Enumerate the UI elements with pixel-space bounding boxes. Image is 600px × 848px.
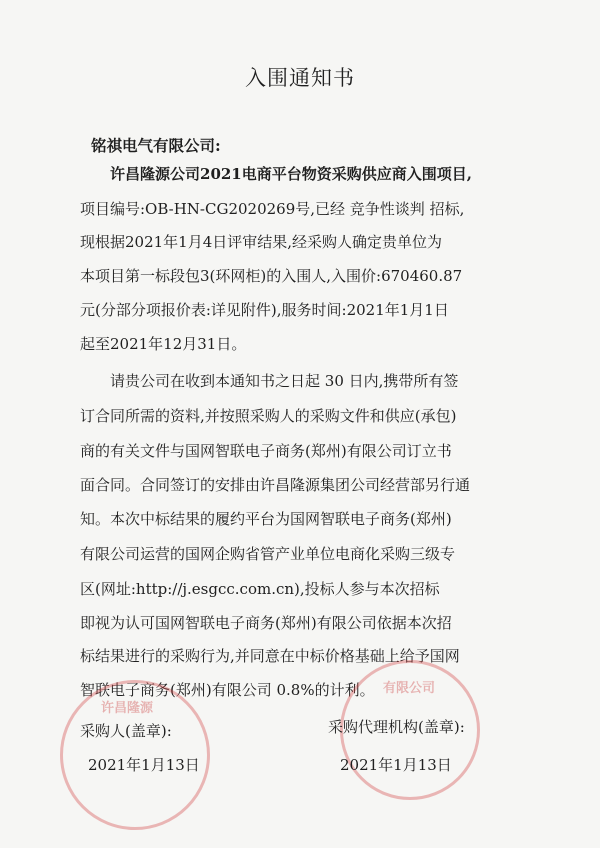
buyer-signature-date: 2021年1月13日 (88, 756, 200, 774)
agent-seal-text: 有限公司 (383, 681, 436, 696)
buyer-signature-label: 采购人(盖章): (80, 722, 172, 740)
buyer-seal-text: 许昌隆源 (101, 701, 154, 716)
body-line-3: 现根据2021年1月4日评审结果,经采购人确定贵单位为 (80, 233, 443, 251)
body-line-16: 智联电子商务(郑州)有限公司 0.8%的计利。 (80, 681, 375, 699)
body-line-8: 订合同所需的资料,并按照采购人的采购文件和供应(承包) (80, 407, 457, 425)
body-line-5: 元(分部分项报价表:详见附件),服务时间:2021年1月1日 (80, 301, 449, 319)
body-line-15: 标结果进行的采购行为,并同意在中标价格基础上给予国网 (80, 647, 460, 665)
body-line-14: 即视为认可国网智联电子商务(郑州)有限公司依据本次招 (80, 614, 452, 632)
addressee: 铭祺电气有限公司: (91, 136, 221, 155)
body-line-12: 有限公司运营的国网企购省管产业单位电商化采购三级专 (80, 545, 456, 563)
body-line-11: 知。本次中标结果的履约平台为国网智联电子商务(郑州) (80, 510, 452, 528)
body-line-4: 本项目第一标段包3(环网柜)的入围人,入围价:670460.87 (80, 267, 463, 285)
body-line-9: 商的有关文件与国网智联电子商务(郑州)有限公司订立书 (80, 442, 452, 460)
page-title: 入围通知书 (245, 66, 355, 90)
body-line-1: 许昌隆源公司2021电商平台物资采购供应商入围项目, (110, 165, 472, 183)
body-line-13: 区(网址:http://j.esgcc.com.cn),投标人参与本次招标 (80, 580, 440, 598)
agent-signature-label: 采购代理机构(盖章): (328, 718, 465, 736)
body-line-6: 起至2021年12月31日。 (80, 335, 247, 353)
body-line-10: 面合同。合同签订的安排由许昌隆源集团公司经营部另行通 (80, 476, 471, 494)
agent-signature-date: 2021年1月13日 (340, 756, 452, 774)
body-line-2: 项目编号:OB-HN-CG2020269号,已经 竞争性谈判 招标, (80, 200, 465, 218)
body-line-7: 请贵公司在收到本通知书之日起 30 日内,携带所有签 (110, 372, 459, 390)
